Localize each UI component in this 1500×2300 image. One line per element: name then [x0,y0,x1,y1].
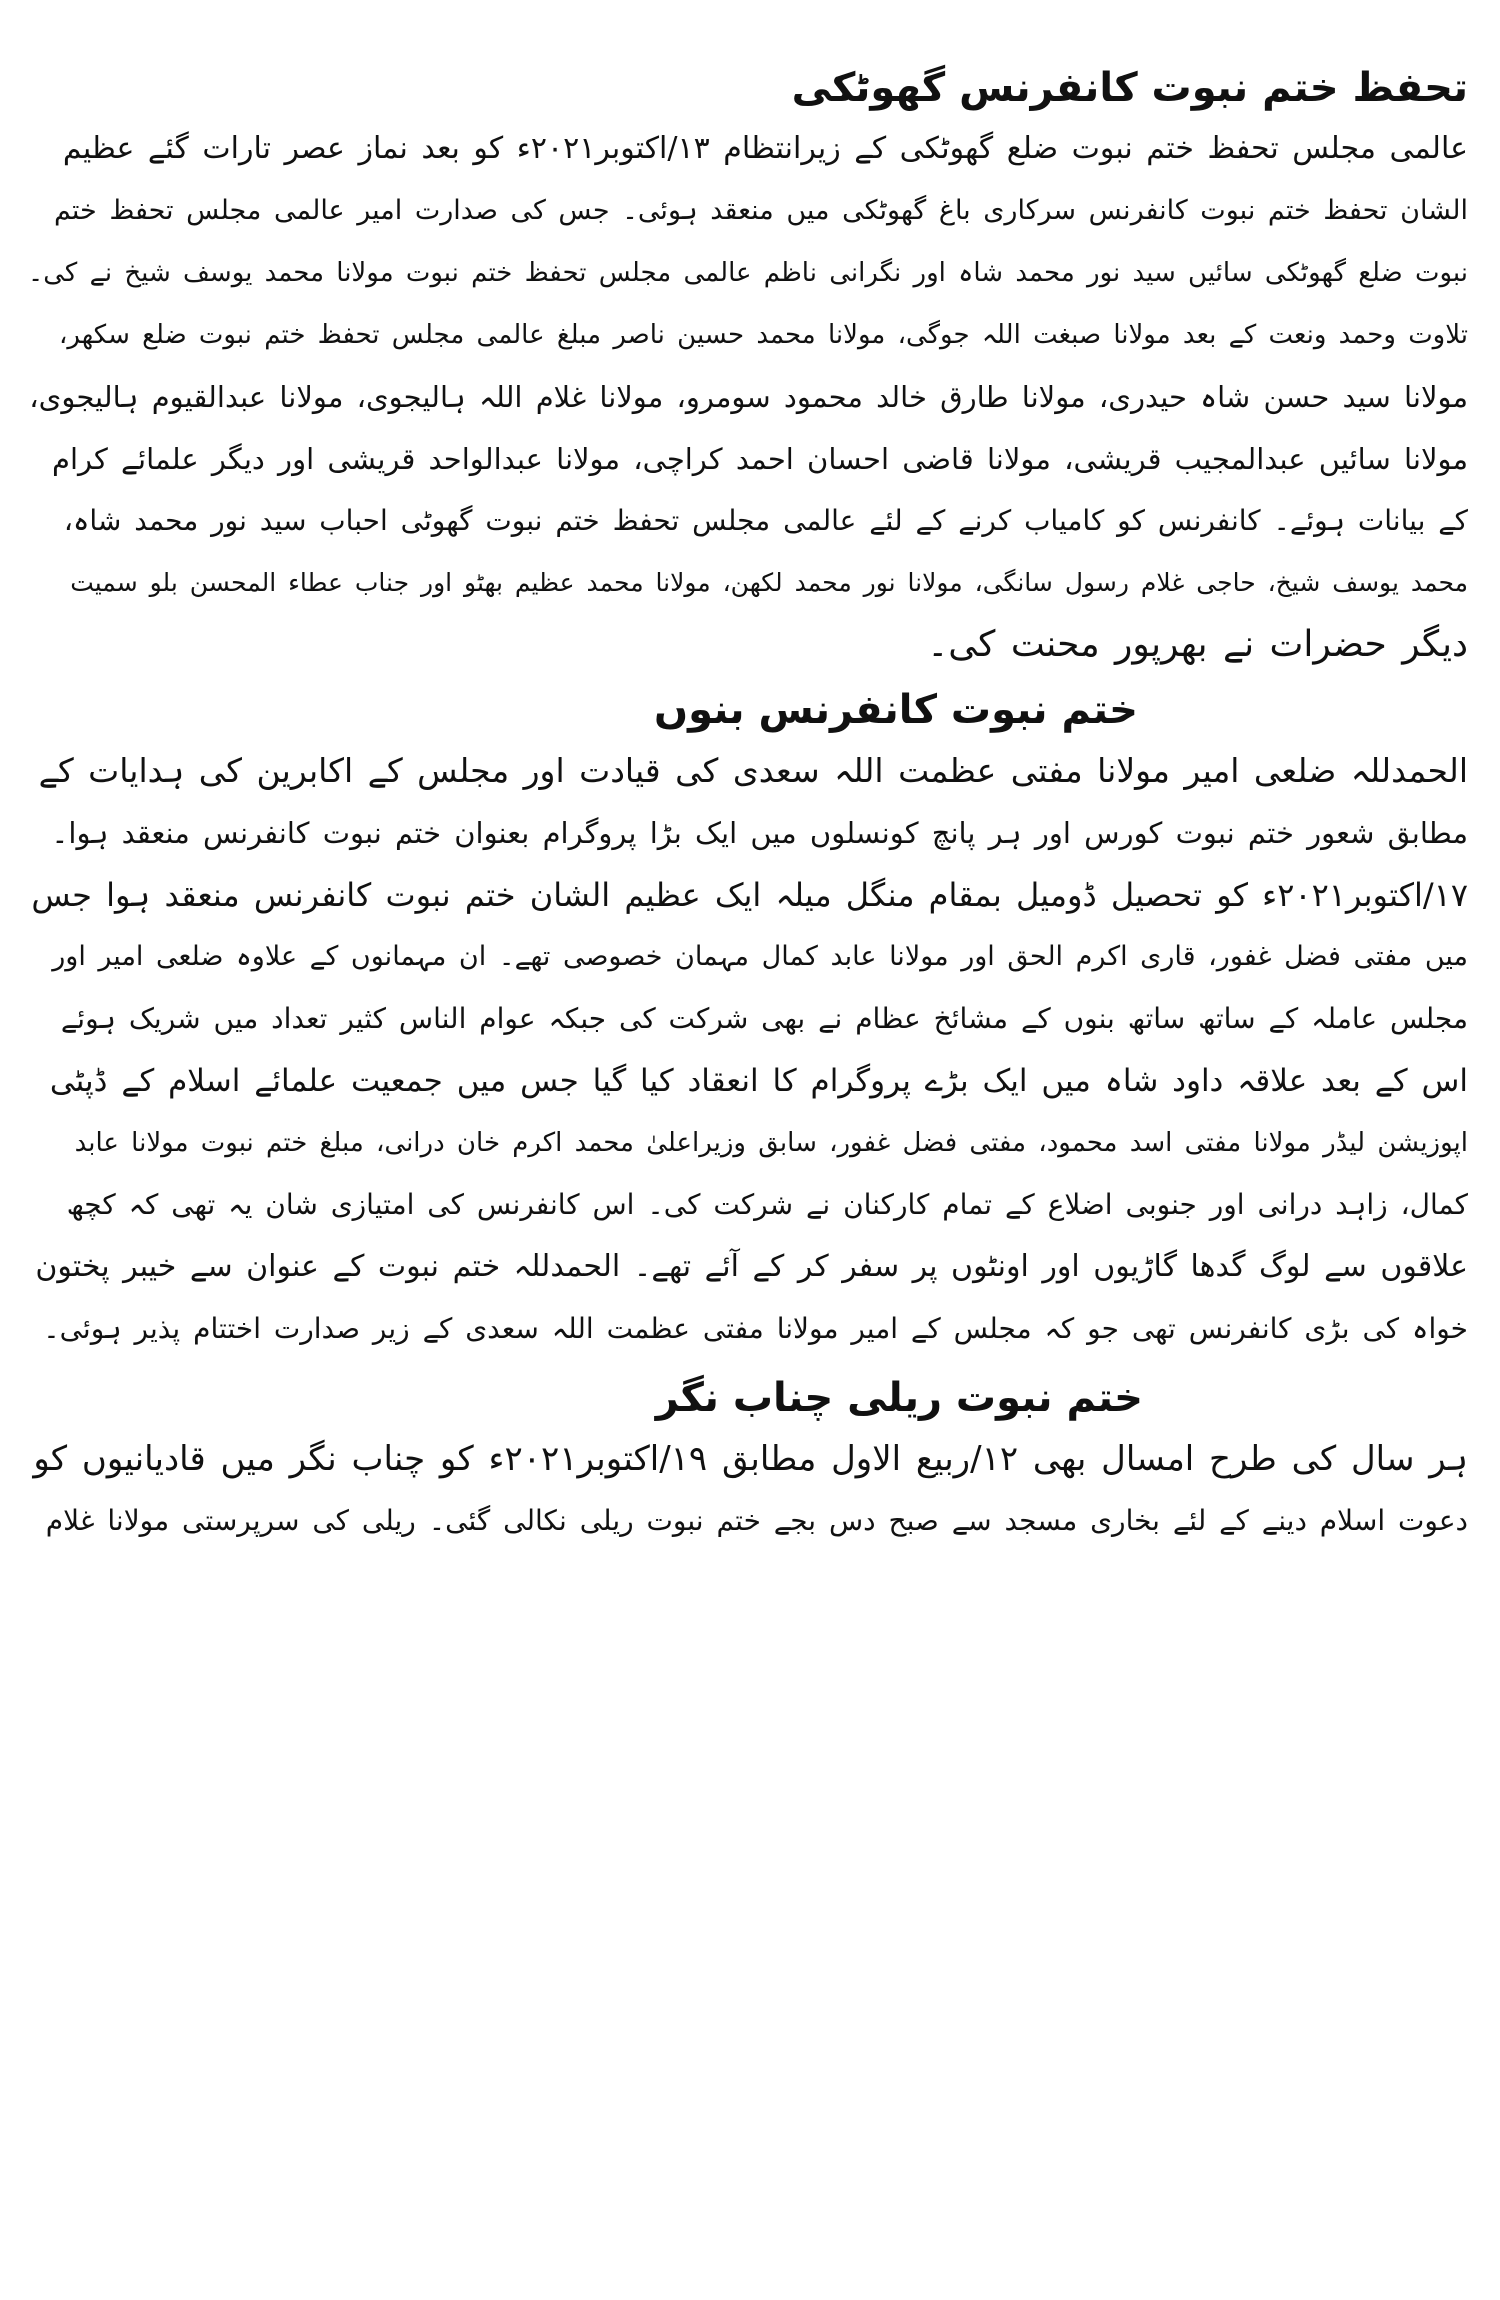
section-heading: تحفظ ختم نبوت کانفرنس گھوٹکی [791,65,1468,111]
text-line: الشان تحفظ ختم نبوت کانفرنس سرکاری باغ گھوٹکی میں منعقد ہوئی۔ جس کی صدارت امیر عالمی مجلس تحفظ ختم [53,195,1468,226]
text-line: دیگر حضرات نے بھرپور محنت کی۔ [927,624,1468,665]
text-line: کے بیانات ہوئے۔ کانفرنس کو کامیاب کرنے کے لئے عالمی مجلس تحفظ ختم نبوت گھوٹی احباب سید نور محمد شاہ، [63,504,1468,537]
section-body [28,118,1468,676]
section-body [28,1428,1468,1552]
section-ghotki [28,58,1468,676]
text-line: علاقوں سے لوگ گدھا گاڑیوں اور اونٹوں پر سفر کر کے آئے تھے۔ الحمدللہ ختم نبوت کے عنوان سے خیبر پختون [35,1249,1468,1284]
section-chenab-nagar [28,1368,1468,1552]
section-body [28,740,1468,1360]
text-line: مولانا سائیں عبدالمجیب قریشی، مولانا قاضی احسان احمد کراچی، مولانا عبدالواحد قریشی اور دیگر علمائے کرام [52,442,1468,476]
article-page [28,58,1468,2278]
text-line: الحمدللہ ضلعی امیر مولانا مفتی عظمت اللہ سعدی کی قیادت اور مجلس کے اکابرین کی ہدایات کے [38,751,1468,790]
text-line: کمال، زاہد درانی اور جنوبی اضلاع کے تمام کارکنان نے شرکت کی۔ اس کانفرنس کی امتیازی شان یہ تھی کہ کچھ [66,1188,1468,1221]
text-line: میں مفتی فضل غفور، قاری اکرم الحق اور مولانا عابد کمال مہمان خصوصی تھے۔ ان مہمانوں کے علاوہ ضلعی امیر اور [52,941,1468,972]
text-line: مطابق شعور ختم نبوت کورس اور ہر پانچ کونسلوں میں ایک بڑا پروگرام بعنوان ختم نبوت کانفرنس منعقد ہوا۔ [51,816,1468,850]
text-line: اپوزیشن لیڈر مولانا مفتی اسد محمود، مفتی فضل غفور، سابق وزیراعلیٰ محمد اکرم خان درانی، مبلغ ختم نبوت مولانا عابد [74,1128,1468,1158]
section-bannu [28,680,1468,1360]
text-line: مجلس عاملہ کے ساتھ ساتھ بنوں کے مشائخ عظام نے بھی شرکت کی جبکہ عوام الناس کثیر تعداد میں شریک ہوئے [60,1002,1468,1035]
text-line: نبوت ضلع گھوٹکی سائیں سید نور محمد شاہ اور نگرانی ناظم عالمی مجلس تحفظ ختم نبوت مولانا محمد یوسف شیخ نے کی۔ [28,258,1468,288]
text-line: مولانا سید حسن شاہ حیدری، مولانا طارق خالد محمود سومرو، مولانا غلام اللہ ہالیجوی، مولانا عبدالقیوم ہالیجوی، [29,380,1468,414]
text-line: عالمی مجلس تحفظ ختم نبوت ضلع گھوٹکی کے زیرانتظام ۱۳/اکتوبر۲۰۲۱ء کو بعد نماز عصر تارات گئے عظیم [62,131,1468,166]
text-line: ہر سال کی طرح امسال بھی ۱۲/ربیع الاول مطابق ۱۹/اکتوبر۲۰۲۱ء کو چناب نگر میں قادیانیوں کو [33,1439,1468,1479]
text-line: خواہ کی بڑی کانفرنس تھی جو کہ مجلس کے امیر مولانا مفتی عظمت اللہ سعدی کے زیر صدارت اختتام پذیر ہوئی۔ [43,1312,1468,1345]
text-line: اس کے بعد علاقہ داود شاہ میں ایک بڑے پروگرام کا انعقاد کیا گیا جس میں جمعیت علمائے اسلام کے ڈپٹی [49,1063,1468,1099]
text-line: تلاوت وحمد ونعت کے بعد مولانا صبغت اللہ جوگی، مولانا محمد حسین ناصر مبلغ عالمی مجلس تحفظ ختم نبوت ضلع سکھر، [59,320,1468,350]
text-line: محمد یوسف شیخ، حاجی غلام رسول سانگی، مولانا نور محمد لکھن، مولانا محمد عظیم بھٹو اور جناب عطاء المحسن بلو سمیت [70,568,1468,597]
text-line: دعوت اسلام دینے کے لئے بخاری مسجد سے صبح دس بجے ختم نبوت ریلی نکالی گئی۔ ریلی کی سرپرستی مولانا غلام [45,1504,1468,1537]
section-heading: ختم نبوت ریلی چناب نگر [655,1375,1143,1421]
text-line: ۱۷/اکتوبر۲۰۲۱ء کو تحصیل ڈومیل بمقام منگل میلہ ایک عظیم الشان ختم نبوت کانفرنس منعقد ہوا جس [31,876,1468,914]
section-heading: ختم نبوت کانفرنس بنوں [653,687,1138,733]
